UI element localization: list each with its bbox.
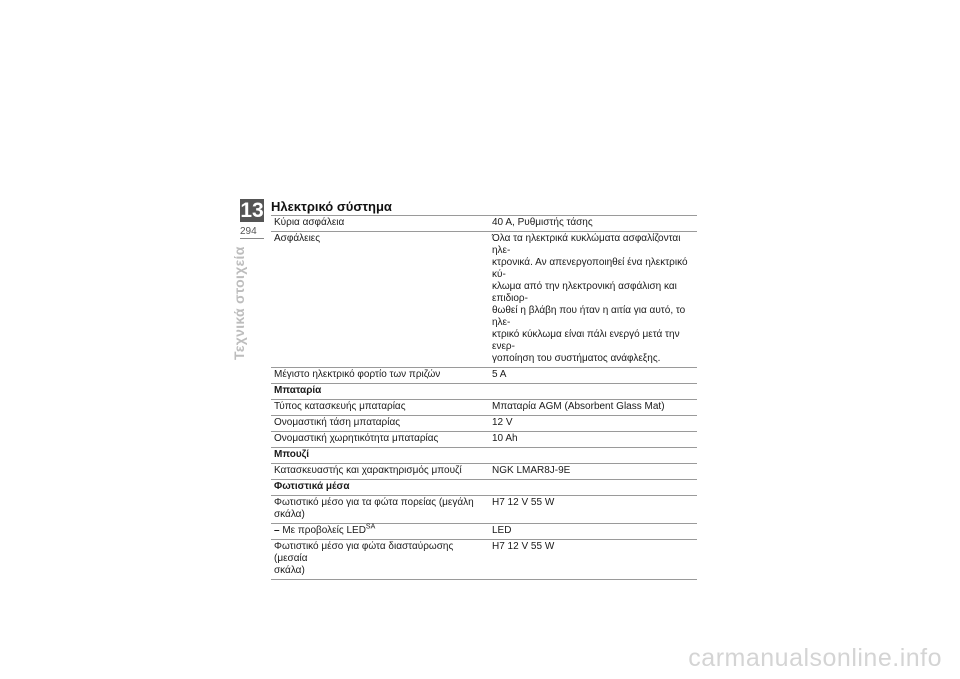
spec-label: Φωτιστικό μέσο για τα φώτα πορείας (μεγάλη σκάλα) <box>271 496 488 524</box>
table-row <box>271 216 697 232</box>
spec-value: Μπαταρία AGM (Absorbent Glass Mat) <box>488 400 697 416</box>
group-header-lighting: Φωτιστικά μέσα <box>271 480 697 496</box>
table-row <box>271 416 697 432</box>
specifications-table <box>271 215 697 580</box>
table-row <box>271 368 697 384</box>
spec-value: NGK LMAR8J-9E <box>488 464 697 480</box>
table-group-header <box>271 448 697 464</box>
spec-label: Ονομαστική τάση μπαταρίας <box>271 416 488 432</box>
chapter-side-title: Τεχνικά στοιχεία <box>231 246 247 360</box>
table-row <box>271 432 697 448</box>
table-row <box>271 524 697 540</box>
group-header-spark-plug: Μπουζί <box>271 448 697 464</box>
dash-marker: – <box>274 525 280 536</box>
sa-superscript: SA <box>365 523 376 531</box>
table-row <box>271 400 697 416</box>
table-row <box>271 464 697 480</box>
table-row <box>271 496 697 524</box>
spec-label-text: Με προβολείς LED <box>282 525 366 536</box>
spec-value: LED <box>488 524 697 540</box>
spec-value: 5 A <box>488 368 697 384</box>
spec-label: Τύπος κατασκευής μπαταρίας <box>271 400 488 416</box>
spec-value: H7 12 V 55 W <box>488 496 697 524</box>
spec-value: Όλα τα ηλεκτρικά κυκλώματα ασφαλίζονται ηλε- κτρονικά. Αν απενεργοποιηθεί ένα ηλεκτρικό κύ- κλωμα από την ηλεκτρονική ασφάλιση και επιδιορ- θωθεί η βλάβη που ήταν η αιτία για αυτό, το ηλε- κτρικό κύκλωμα είναι πάλι ενεργό μετά την ενερ- γοποίηση του συστήματος ανάφλεξης. <box>488 232 697 368</box>
table-row <box>271 232 697 368</box>
spec-label: Κύρια ασφάλεια <box>271 216 488 232</box>
chapter-number-badge: 13 <box>240 199 264 222</box>
section-title: Ηλεκτρικό σύστημα <box>271 199 392 214</box>
table-group-header <box>271 480 697 496</box>
spec-label: Φωτιστικό μέσο για φώτα διασταύρωσης (μεσαία σκάλα) <box>271 540 488 580</box>
group-header-battery: Μπαταρία <box>271 384 697 400</box>
page-number: 294 <box>240 226 257 237</box>
spec-value: 12 V <box>488 416 697 432</box>
spec-value: 40 A, Ρυθμιστής τάσης <box>488 216 697 232</box>
spec-label-led <box>271 524 488 540</box>
page-number-divider <box>240 238 264 239</box>
spec-label: Ασφάλειες <box>271 232 488 368</box>
watermark: carmanualsonline.info <box>688 644 942 672</box>
spec-label: Μέγιστο ηλεκτρικό φορτίο των πριζών <box>271 368 488 384</box>
spec-label: Ονομαστική χωρητικότητα μπαταρίας <box>271 432 488 448</box>
table-row <box>271 540 697 580</box>
table-group-header <box>271 384 697 400</box>
spec-value: 10 Ah <box>488 432 697 448</box>
spec-label: Κατασκευαστής και χαρακτηρισμός μπουζί <box>271 464 488 480</box>
spec-value: H7 12 V 55 W <box>488 540 697 580</box>
